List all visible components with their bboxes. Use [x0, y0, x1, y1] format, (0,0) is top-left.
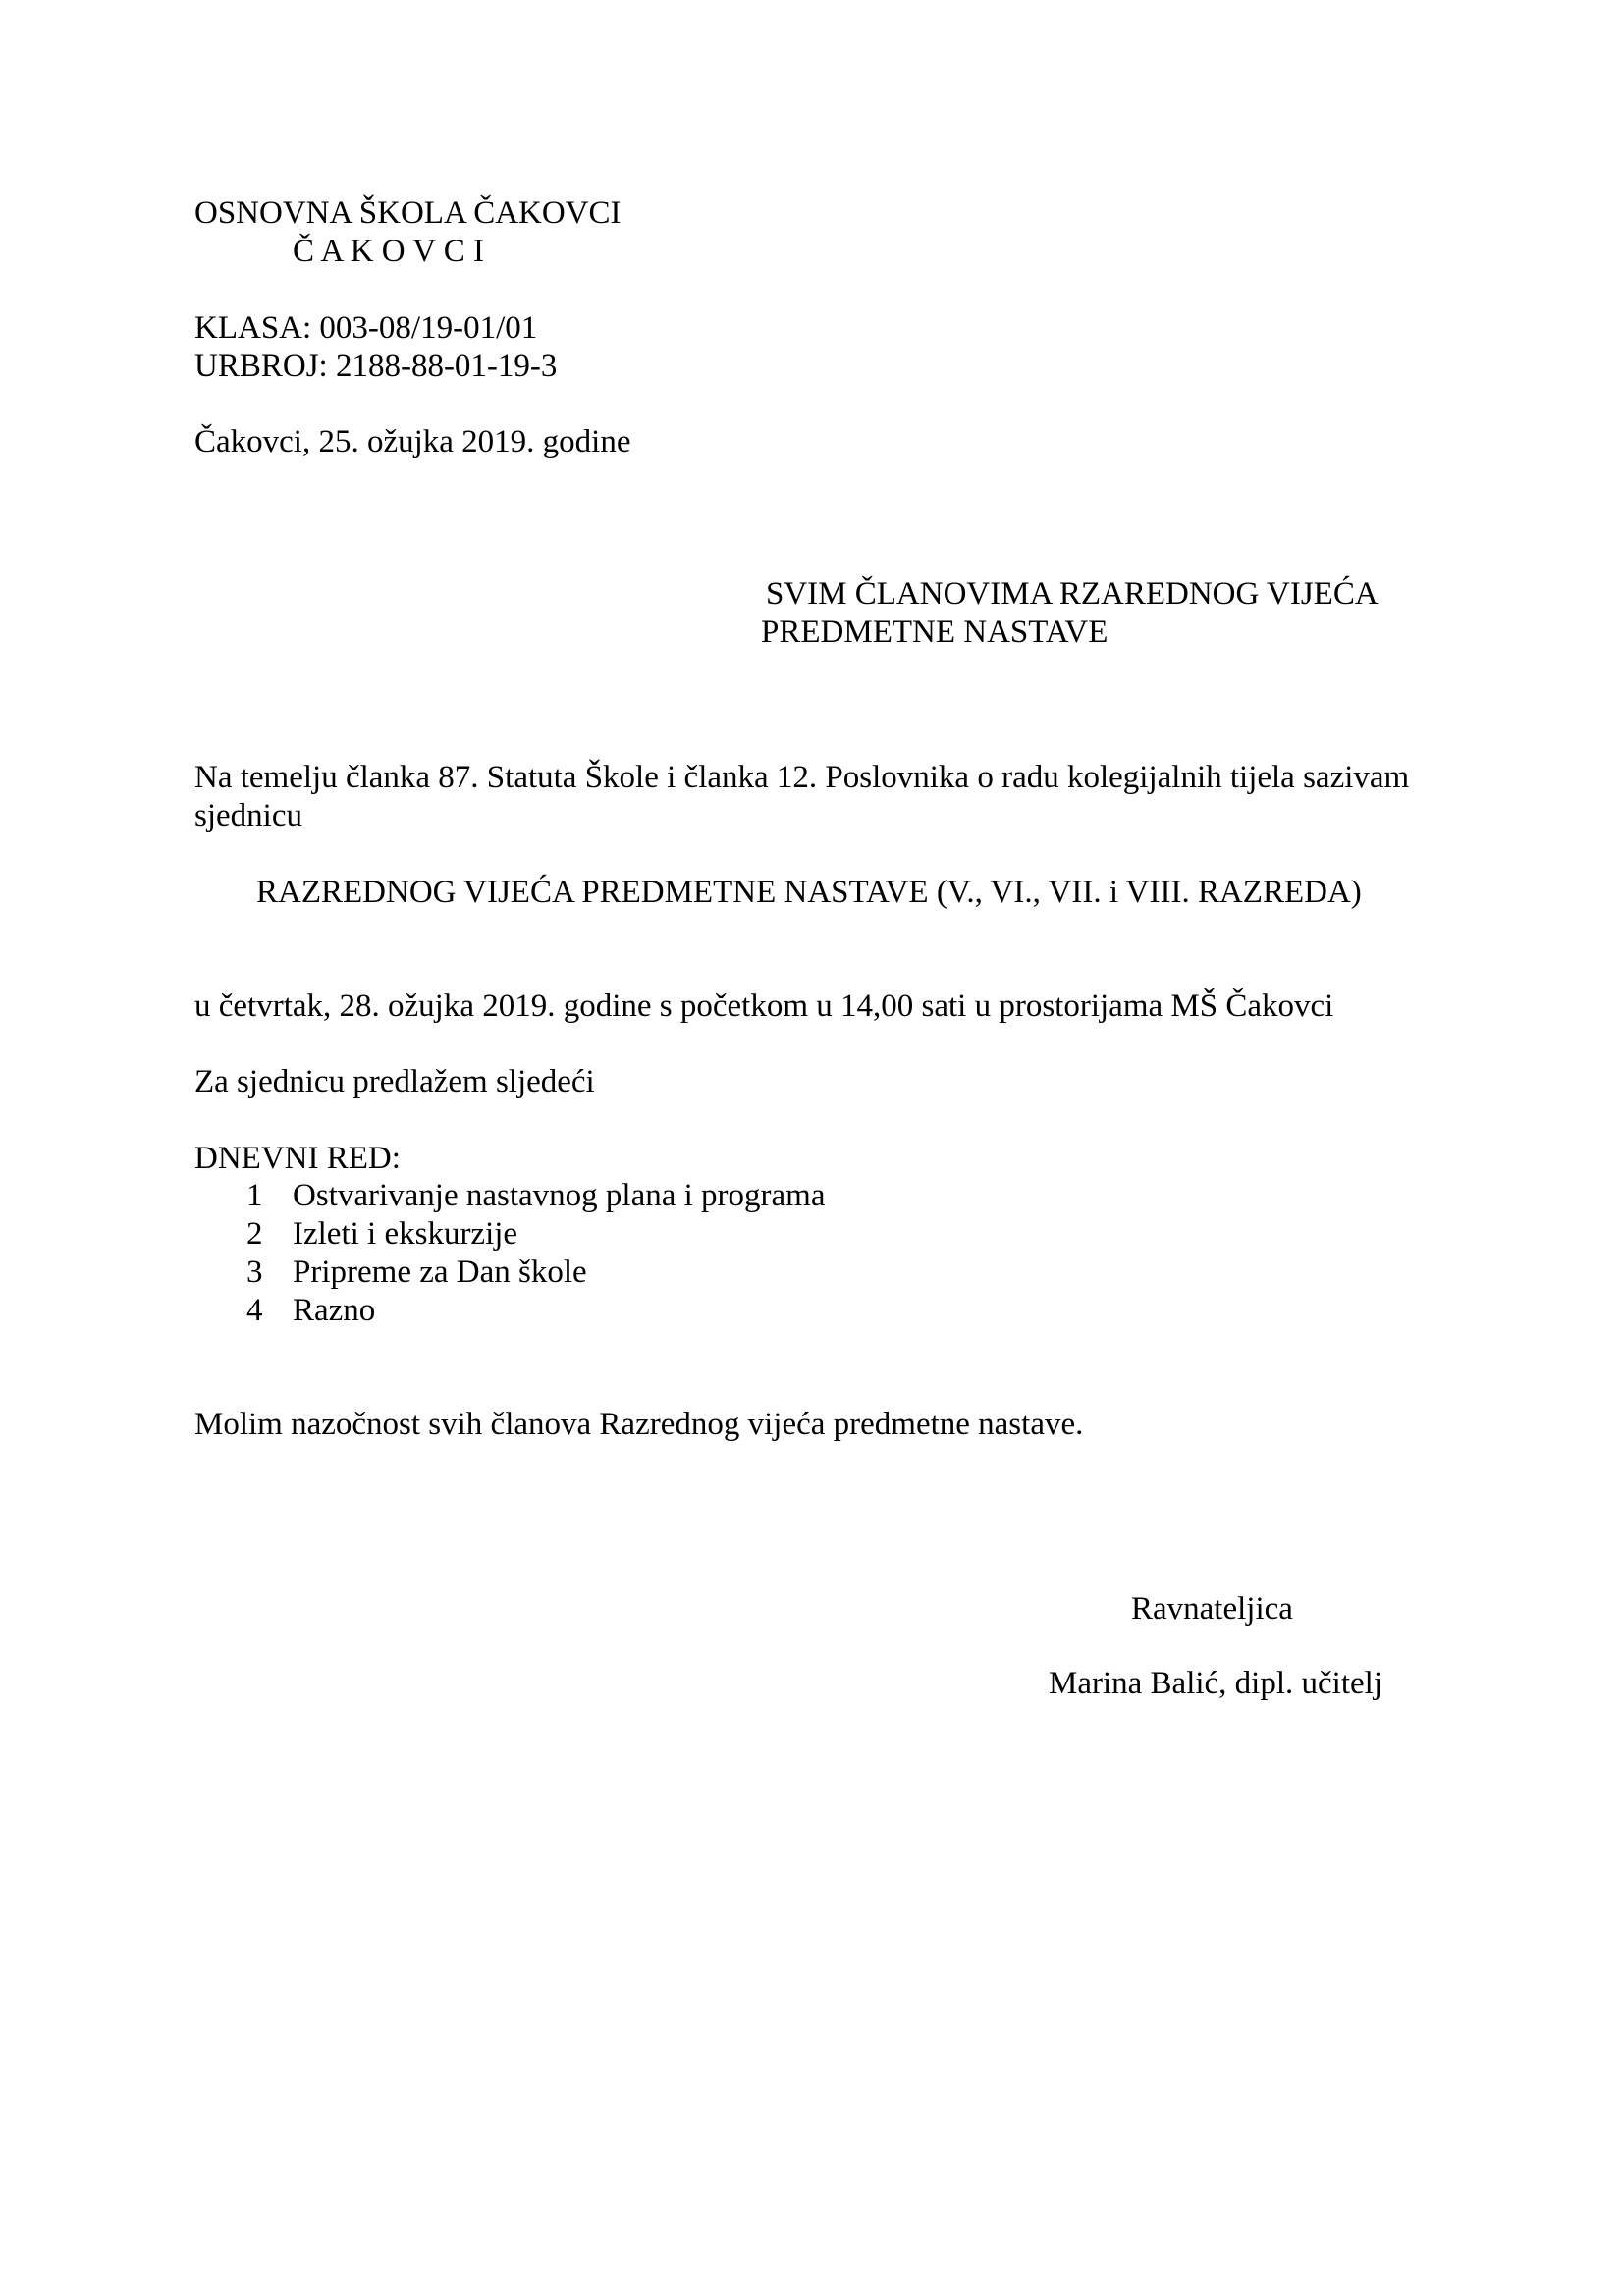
- urbroj-number: URBROJ: 2188-88-01-19-3: [194, 348, 558, 384]
- agenda-item-number: 2: [246, 1216, 263, 1252]
- school-name: OSNOVNA ŠKOLA ČAKOVCI: [194, 195, 622, 231]
- agenda-proposal: Za sjednicu predlažem sljedeći: [194, 1064, 595, 1099]
- agenda-item-text: Ostvarivanje nastavnog plana i programa: [293, 1178, 826, 1213]
- session-title: RAZREDNOG VIJEĆA PREDMETNE NASTAVE (V., VI., VII. i VIII. RAZREDA): [256, 875, 1362, 910]
- agenda-item-text: Pripreme za Dan škole: [293, 1255, 587, 1290]
- intro-paragraph-line-1: Na temelju članka 87. Statuta Škole i članka 12. Poslovnika o radu kolegijalnih tijela sazivam: [194, 760, 1410, 795]
- agenda-heading: DNEVNI RED:: [194, 1141, 401, 1176]
- place-date: Čakovci, 25. ožujka 2019. godine: [194, 424, 631, 459]
- agenda-item-number: 3: [246, 1255, 263, 1290]
- closing-request: Molim nazočnost svih članova Razrednog vijeća predmetne nastave.: [194, 1407, 1084, 1442]
- signature-title: Ravnateljica: [1131, 1591, 1293, 1627]
- recipient-line-2: PREDMETNE NASTAVE: [761, 614, 1109, 650]
- recipient-line-1: SVIM ČLANOVIMA RZAREDNOG VIJEĆA: [766, 576, 1379, 612]
- agenda-item-number: 1: [246, 1178, 263, 1213]
- klasa-number: KLASA: 003-08/19-01/01: [194, 310, 538, 346]
- agenda-item-number: 4: [246, 1293, 263, 1328]
- agenda-item-text: Izleti i ekskurzije: [293, 1216, 518, 1252]
- agenda-item-text: Razno: [293, 1293, 376, 1328]
- signature-name: Marina Balić, dipl. učitelj: [1049, 1666, 1382, 1701]
- intro-paragraph-line-2: sjednicu: [194, 798, 302, 833]
- session-time: u četvrtak, 28. ožujka 2019. godine s početkom u 14,00 sati u prostorijama MŠ Čakovci: [194, 988, 1334, 1024]
- school-town: Č A K O V C I: [293, 234, 485, 269]
